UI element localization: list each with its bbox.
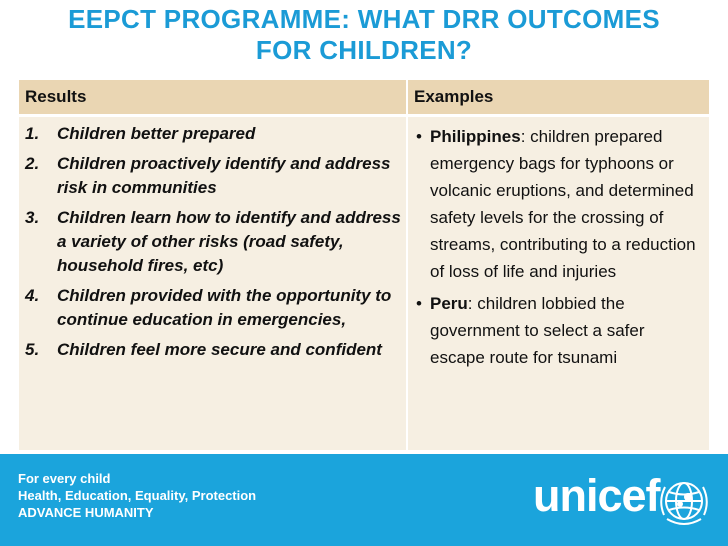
result-text: Children proactively identify and address risk in communities — [57, 154, 391, 197]
result-text: Children learn how to identify and address a variety of other risks (road safety, household fires, etc) — [57, 208, 401, 275]
result-text: Children provided with the opportunity to continue education in emergencies, — [57, 286, 392, 329]
example-text — [430, 123, 703, 285]
list-item — [416, 123, 703, 285]
footer-banner — [0, 454, 728, 546]
tagline-advance-humanity: ADVANCE HUMANITY — [18, 505, 154, 520]
unicef-logo: unicef — [533, 470, 660, 521]
examples-list — [408, 117, 709, 371]
result-number: 1. — [25, 124, 40, 143]
example-country: Peru — [430, 294, 468, 313]
list-item — [25, 122, 406, 146]
bullet-icon: • — [416, 127, 422, 146]
result-number: 4. — [25, 286, 40, 305]
unicef-emblem-icon — [656, 473, 712, 529]
result-text: Children better prepared — [57, 124, 256, 143]
tagline-values: Health, Education, Equality, Protection — [18, 488, 257, 503]
results-list — [19, 117, 406, 362]
bullet-icon: • — [416, 294, 422, 313]
title-line-1: EEPCT PROGRAMME: WHAT DRR OUTCOMES — [68, 4, 660, 34]
list-item — [25, 152, 406, 200]
example-country: Philippines — [430, 127, 521, 146]
result-number: 5. — [25, 340, 40, 359]
header-examples: Examples — [407, 80, 709, 116]
list-item — [25, 206, 406, 278]
list-item — [416, 290, 703, 371]
table-row — [19, 116, 709, 451]
header-results: Results — [19, 80, 407, 116]
example-text — [430, 290, 703, 371]
results-cell — [19, 116, 407, 451]
example-description: : children lobbied the government to select a safer escape route for tsunami — [430, 294, 645, 367]
title-line-2: FOR CHILDREN? — [255, 35, 473, 65]
example-description: : children prepared emergency bags for typhoons or volcanic eruptions, and determined safety levels for the crossing of streams, contributing to a reduction of loss of life and injuries — [430, 127, 696, 281]
result-text: Children feel more secure and confident — [57, 340, 382, 359]
tagline-for-every-child: For every child — [18, 471, 111, 486]
examples-cell — [407, 116, 709, 451]
list-item — [25, 284, 406, 332]
result-number: 2. — [25, 154, 40, 173]
table-header-row — [19, 80, 709, 116]
outcomes-table — [19, 80, 709, 450]
list-item — [25, 338, 406, 362]
result-number: 3. — [25, 208, 40, 227]
slide-title — [0, 4, 728, 66]
